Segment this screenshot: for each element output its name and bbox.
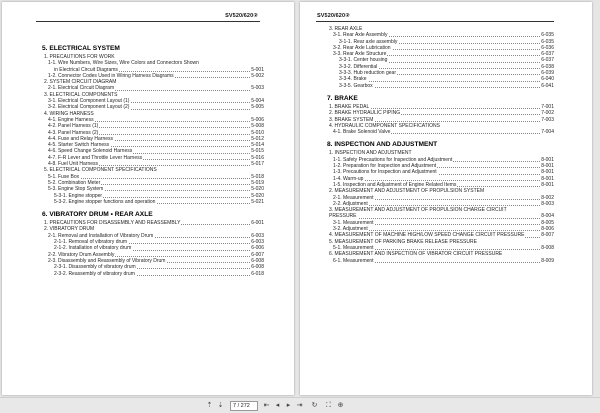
toc-entry-page: 8-004 <box>541 213 554 220</box>
toc-entry-title: 2. BRAKE HYDRAULIC PIPING <box>329 110 401 117</box>
toc-entry-title: 3-1. Electrical Component Layout (1) <box>48 98 130 105</box>
toc-entry-title: 4. HYDRAULIC COMPONENT SPECIFICATIONS <box>329 122 440 129</box>
chapter-heading: 6. VIBRATORY DRUM • REAR AXLE <box>42 211 153 219</box>
toc-entry-title: 3. BRAKE SYSTEM <box>329 116 374 123</box>
toc-entry-title: 1-1. Safety Precautions for Inspection and Adjustment <box>333 156 453 163</box>
toc-entry-page: 6-008 <box>251 257 264 264</box>
toc-entry-title: 4-2. Panel Harness (1) <box>48 123 99 130</box>
toc-entry-title: 1-5. Inspection and Adjustment of Engine Related Items <box>333 181 457 188</box>
toc-entry-title: 3-3-2. Differential <box>339 63 378 70</box>
toc-entry-page: 6-040 <box>541 76 554 83</box>
toc-entry-page: 8-001 <box>541 156 554 163</box>
toc-entry[interactable] <box>327 83 554 89</box>
toc-entry-title: PRESSURE <box>329 213 357 220</box>
toc-entry-page: 6-041 <box>541 82 554 89</box>
toc-entry-page: 5-018 <box>251 173 264 180</box>
toc-entry-title: 3. ELECTRICAL COMPONENTS <box>44 91 118 98</box>
doc-code: SV520/620② <box>225 13 258 19</box>
toc-entry-page: 6-037 <box>541 51 554 58</box>
toc-entry-title: 2. SYSTEM CIRCUIT DIAGRAM <box>44 79 117 86</box>
toc-entry-page: 5-015 <box>251 148 264 155</box>
toc-entry-page: 5-016 <box>251 154 264 161</box>
toc-entry-title: 4-1. Brake Solenoid Valve <box>333 129 391 136</box>
toc-entry-page: 6-007 <box>251 251 264 258</box>
chapter-heading: 5. ELECTRICAL SYSTEM <box>42 45 120 52</box>
toc-entry-title: 1. INSPECTION AND ADJUSTMENT <box>329 150 412 157</box>
toc-page-left <box>2 2 294 395</box>
toc-list <box>327 26 554 264</box>
toc-entry-title: 2-1-2. Installation of vibratory drum <box>54 245 132 252</box>
toc-entry-title: 1. BRAKE PEDAL <box>329 103 370 110</box>
toc-entry-page: 5-017 <box>251 161 264 168</box>
toc-entry-page: 6-008 <box>251 264 264 271</box>
toc-entry-title: 3-3-4. Brake <box>339 76 367 83</box>
viewer-toolbar <box>0 397 600 413</box>
toc-entry-title: 3-2. Adjustment <box>333 226 368 233</box>
toc-entry-page: 6-039 <box>541 70 554 77</box>
toc-entry-title: 6-1. Measurement <box>333 257 374 264</box>
toc-entry-title: 1-3. Precautions for Inspection and Adjustment <box>333 169 437 176</box>
toc-entry-title: 2-3. Disassembly and Reassembly of Vibratory Drum <box>48 257 166 264</box>
dot-leader <box>329 218 540 219</box>
toc-entry-page: 5-005 <box>251 104 264 111</box>
toc-list <box>42 26 264 277</box>
toc-entry-title: 4-8. Fuel Unit Harness <box>48 161 99 168</box>
toc-entry-title: 5-3. Engine Stop System <box>48 186 104 193</box>
toc-entry-title: 4-1. Engine Harness <box>48 116 94 123</box>
page-up-icon[interactable]: ⇡ <box>206 402 213 409</box>
toc-entry-page: 5-003 <box>251 85 264 92</box>
toc-entry-title: 4. WIRING HARNESS <box>44 110 94 117</box>
toc-entry-title: 1. PRECAUTIONS FOR DISASSEMBLY AND REASSEMBLY <box>44 220 181 227</box>
toc-entry-page: 8-001 <box>541 169 554 176</box>
toc-entry-page: 7-001 <box>541 103 554 110</box>
toc-entry[interactable] <box>327 258 554 264</box>
toc-entry-title: 3-3. Rear Axle Structure <box>333 51 387 58</box>
toc-entry[interactable] <box>42 271 264 277</box>
chapter-heading: 7. BRAKE <box>327 94 358 102</box>
fit-page-icon[interactable]: ⛶ <box>326 402 331 409</box>
toc-entry-page: 5-014 <box>251 142 264 149</box>
toc-entry-page: 6-037 <box>541 57 554 64</box>
toc-entry-page: 5-002 <box>251 72 264 79</box>
header-rule <box>316 21 554 22</box>
toc-entry-title: 3-2. Rear Axle Lubrication <box>333 44 391 51</box>
toc-entry-page: 6-035 <box>541 32 554 39</box>
toc-entry-page: 8-007 <box>541 232 554 239</box>
toc-entry-page: 6-038 <box>541 63 554 70</box>
toc-entry-title: 3-1-1. Rear axle assembly <box>339 38 398 45</box>
toc-entry-title: 2-1. Electrical Circuit Diagram <box>48 85 115 92</box>
toc-entry-page: 6-036 <box>541 44 554 51</box>
toc-entry-page: 8-001 <box>541 163 554 170</box>
doc-code: SV520/620② <box>317 13 350 19</box>
toc-entry-page: 8-006 <box>541 226 554 233</box>
page-down-icon[interactable]: ⇣ <box>217 402 224 409</box>
toc-entry-title: 3-3-5. Gearbox <box>339 82 373 89</box>
toc-entry-title: 4. MEASUREMENT OF MACHINE HIGH/LOW SPEED CHANGE CIRCUIT PRESSURE <box>329 232 525 239</box>
next-page-icon[interactable]: ▸ <box>286 402 291 409</box>
toc-entry-title: 5-3-1. Engine stopper <box>54 192 103 199</box>
toc-entry-page: 5-012 <box>251 135 264 142</box>
toc-entry-title: 5-2. Combination Meter <box>48 179 101 186</box>
toc-entry-title: 2. MEASUREMENT AND ADJUSTMENT OF PROPULSION SYSTEM <box>329 188 485 195</box>
toc-entry-title: 3-3-3. Hub reduction gear <box>339 70 396 77</box>
toc-entry-title: 1. PRECAUTIONS FOR WORK <box>44 54 115 60</box>
toc-entry-title: 2-2. Adjustment <box>333 200 368 207</box>
toc-entry-page: 6-018 <box>251 270 264 277</box>
page-number-input[interactable] <box>230 401 258 411</box>
toc-entry-page: 6-001 <box>251 220 264 227</box>
toc-entry-title: 3. REAR AXLE <box>329 26 363 32</box>
zoom-icon[interactable]: ⊕ <box>337 402 344 409</box>
toc-entry-title: 2-3-1. Disassembly of vibratory drum <box>54 264 136 271</box>
toc-entry-title: 2-3-2. Reassembly of vibratory drum <box>54 270 135 277</box>
toc-entry-page: 5-001 <box>251 66 264 73</box>
toc-entry-page: 5-004 <box>251 98 264 105</box>
toc-entry-page: 6-035 <box>541 38 554 45</box>
toc-entry-title: 1-4. Warm-up <box>333 175 364 182</box>
toc-entry-title: 4-4. Fuse and Relay Harness <box>48 135 114 142</box>
toc-entry-page: 8-001 <box>541 181 554 188</box>
toc-entry-page: 8-001 <box>541 175 554 182</box>
toc-entry-page: 5-020 <box>251 186 264 193</box>
toc-entry-title: 1-2. Connector Codes Used in Wiring Harness Diagrams <box>48 72 174 79</box>
toc-entry-page: 5-008 <box>251 123 264 130</box>
toc-entry-title: 2-2. Vibratory Drum Assembly <box>48 251 115 258</box>
toc-entry-title: in Electrical Circuit Diagrams <box>54 66 118 73</box>
toc-entry-title: 4-5. Starter Switch Harness <box>48 142 110 149</box>
total-pages: / 272 <box>237 403 250 409</box>
toc-entry-page: 5-010 <box>251 129 264 136</box>
toc-entry-title: 5. MEASUREMENT OF PARKING BRAKE RELEASE PRESSURE <box>329 238 477 245</box>
current-page: 7 <box>233 403 237 409</box>
toc-entry-title: 5-1. Fuse Box <box>48 173 80 180</box>
toc-entry[interactable] <box>42 199 264 205</box>
first-page-icon[interactable]: ⇤ <box>263 402 270 409</box>
toc-entry-title: 2. VIBRATORY DRUM <box>44 226 95 233</box>
toc-entry-title: 5-1. Measurement <box>333 244 374 251</box>
toc-entry-title: 4-6. Speed Change Solenoid Harness <box>48 148 133 155</box>
toc-entry-title: 3-1. Measurement <box>333 219 374 226</box>
rotate-icon[interactable]: ↻ <box>311 402 318 409</box>
toc-entry-title: 4-7. F-R Lever and Throttle Lever Harness <box>48 154 143 161</box>
toc-entry-page: 5-021 <box>251 198 264 205</box>
toc-entry-page: 7-002 <box>541 110 554 117</box>
toc-entry-title: 1-2. Preparation for Inspection and Adjustment <box>333 163 437 170</box>
dot-leader <box>339 81 540 82</box>
prev-page-icon[interactable]: ◂ <box>275 402 280 409</box>
toc-entry-page: 8-003 <box>541 200 554 207</box>
toc-entry-page: 6-003 <box>251 239 264 246</box>
toc-entry-title: 4-3. Panel Harness (2) <box>48 129 99 136</box>
toc-entry-page: 6-003 <box>251 232 264 239</box>
toc-entry-title: 5-3-2. Engine stopper functions and operation <box>54 198 156 205</box>
header-rule <box>36 21 260 22</box>
toc-entry-title: 3-3-1. Center housing <box>339 57 388 64</box>
toc-entry-title: 2-1. Measurement <box>333 194 374 201</box>
toc-entry-page: 7-003 <box>541 116 554 123</box>
toc-entry-page: 7-004 <box>541 129 554 136</box>
chapter-heading: 8. INSPECTION AND ADJUSTMENT <box>327 141 438 149</box>
toc-page-right <box>300 2 592 395</box>
toc-entry-page: 8-002 <box>541 194 554 201</box>
toc-entry-title: 2-1-1. Removal of vibratory drum <box>54 239 128 246</box>
toc-entry-page: 5-020 <box>251 192 264 199</box>
toc-entry-page: 8-005 <box>541 219 554 226</box>
toc-entry-title: 6. MEASUREMENT AND INSPECTION OF VIBRATOR CIRCUIT PRESSURE <box>329 251 503 258</box>
toc-entry-page: 8-009 <box>541 257 554 264</box>
toc-entry-title: 1-1. Wire Numbers, Wire Sizes, Wire Colors and Connectors Shown <box>48 60 199 67</box>
toc-entry-title: 3. MEASUREMENT AND ADJUSTMENT OF PROPULSION CHARGE CIRCUIT <box>329 207 507 214</box>
toc-entry-title: 3-1. Rear Axle Assembly <box>333 32 388 39</box>
toc-entry-title: 2-1. Removal and Installation of Vibratory Drum <box>48 232 154 239</box>
toc-entry-title: 5. ELECTRICAL COMPONENT SPECIFICATIONS <box>44 167 157 174</box>
toc-entry-page: 5-006 <box>251 116 264 123</box>
toc-entry-title: 3-2. Electrical Component Layout (2) <box>48 104 130 111</box>
toc-entry[interactable] <box>327 129 554 135</box>
last-page-icon[interactable]: ⇥ <box>296 402 303 409</box>
toc-entry-page: 5-019 <box>251 179 264 186</box>
toc-entry-page: 6-006 <box>251 245 264 252</box>
toc-entry-page: 8-008 <box>541 244 554 251</box>
